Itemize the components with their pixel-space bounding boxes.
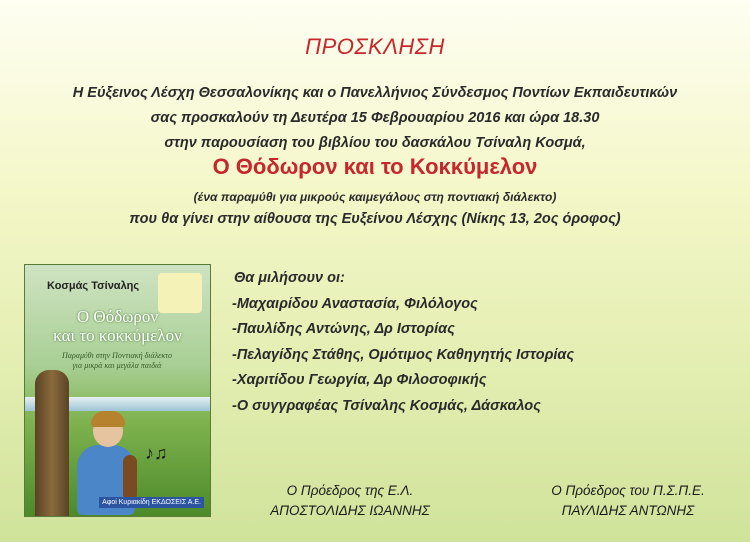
cover-subtitle-line: Παραμύθι στην Ποντιακή διάλεκτο (61, 351, 173, 360)
intro-text (0, 81, 750, 156)
speaker-item: -Χαριτίδου Γεωργία, Δρ Φιλοσοφικής (232, 372, 487, 388)
speaker-item: -Μαχαιρίδου Αναστασία, Φιλόλογος (232, 295, 478, 312)
cover-title-line: Ο Θόδωρον (76, 307, 159, 326)
speakers-heading: Θα μιλήσουν οι: (234, 270, 345, 286)
intro-line: στην παρουσίαση του βιβλίου του δασκάλου Τσίναλη Κοσμά, (164, 135, 586, 151)
signature-right (525, 481, 731, 521)
book-subtitle: (ένα παραμύθι για μικρούς καιμεγάλους στη ποντιακή διάλεκτο) (193, 190, 557, 204)
signature-left-name: ΑΠΟΣΤΟΛΙΔΗΣ ΙΩΑΝΝΗΣ (270, 503, 430, 518)
speaker-item: -Ο συγγραφέας Τσίναλης Κοσμάς, Δάσκαλος (232, 397, 541, 414)
intro-line: σας προσκαλούν τη Δευτέρα 15 Φεβρουαρίου 2016 και ώρα 18.30 (150, 110, 600, 126)
invitation-title: ΠΡΟΣΚΛΗΣΗ (305, 34, 445, 59)
book-title: Ο Θόδωρον και το Κοκκύμελον (212, 154, 538, 179)
book-cover-image (24, 264, 211, 517)
cover-tree (35, 370, 69, 516)
signature-left (255, 481, 445, 521)
speaker-item: -Πελαγίδης Στάθης, Ομότιμος Καθηγητής Ιστορίας (232, 346, 575, 363)
signature-right-role: Ο Πρόεδρος του Π.Σ.Π.Ε. (551, 483, 705, 498)
cover-lyra (123, 455, 137, 501)
signature-right-name: ΠΑΥΛΙΔΗΣ ΑΝΤΩΝΗΣ (561, 503, 695, 518)
cover-boy-hair (91, 411, 125, 427)
cover-subtitle (37, 351, 197, 371)
signature-left-role: Ο Πρόεδρος της Ε.Λ. (286, 483, 414, 498)
cover-publisher: Αφοί Κυριακίδη ΕΚΔΟΣΕΙΣ Α.Ε. (99, 497, 204, 508)
cover-title (25, 307, 210, 345)
venue-text: που θα γίνει στην αίθουσα της Ευξείνου Λέσχης (Νίκης 13, 2ος όροφος) (129, 211, 621, 227)
cover-author: Κοσμάς Τσίναλης (47, 280, 140, 292)
cover-subtitle-line: για μικρά και μεγάλα παιδιά (72, 361, 162, 370)
speakers-list (232, 266, 574, 419)
music-notes-icon: ♪♫ (145, 443, 168, 463)
speaker-item: -Παυλίδης Αντώνης, Δρ Ιστορίας (232, 321, 455, 337)
intro-line: Η Εύξεινος Λέσχη Θεσσαλονίκης και ο Πανελλήνιος Σύνδεσμος Ποντίων Εκπαιδευτικών (72, 85, 678, 101)
cover-title-line: και το κοκκύμελον (53, 326, 182, 345)
